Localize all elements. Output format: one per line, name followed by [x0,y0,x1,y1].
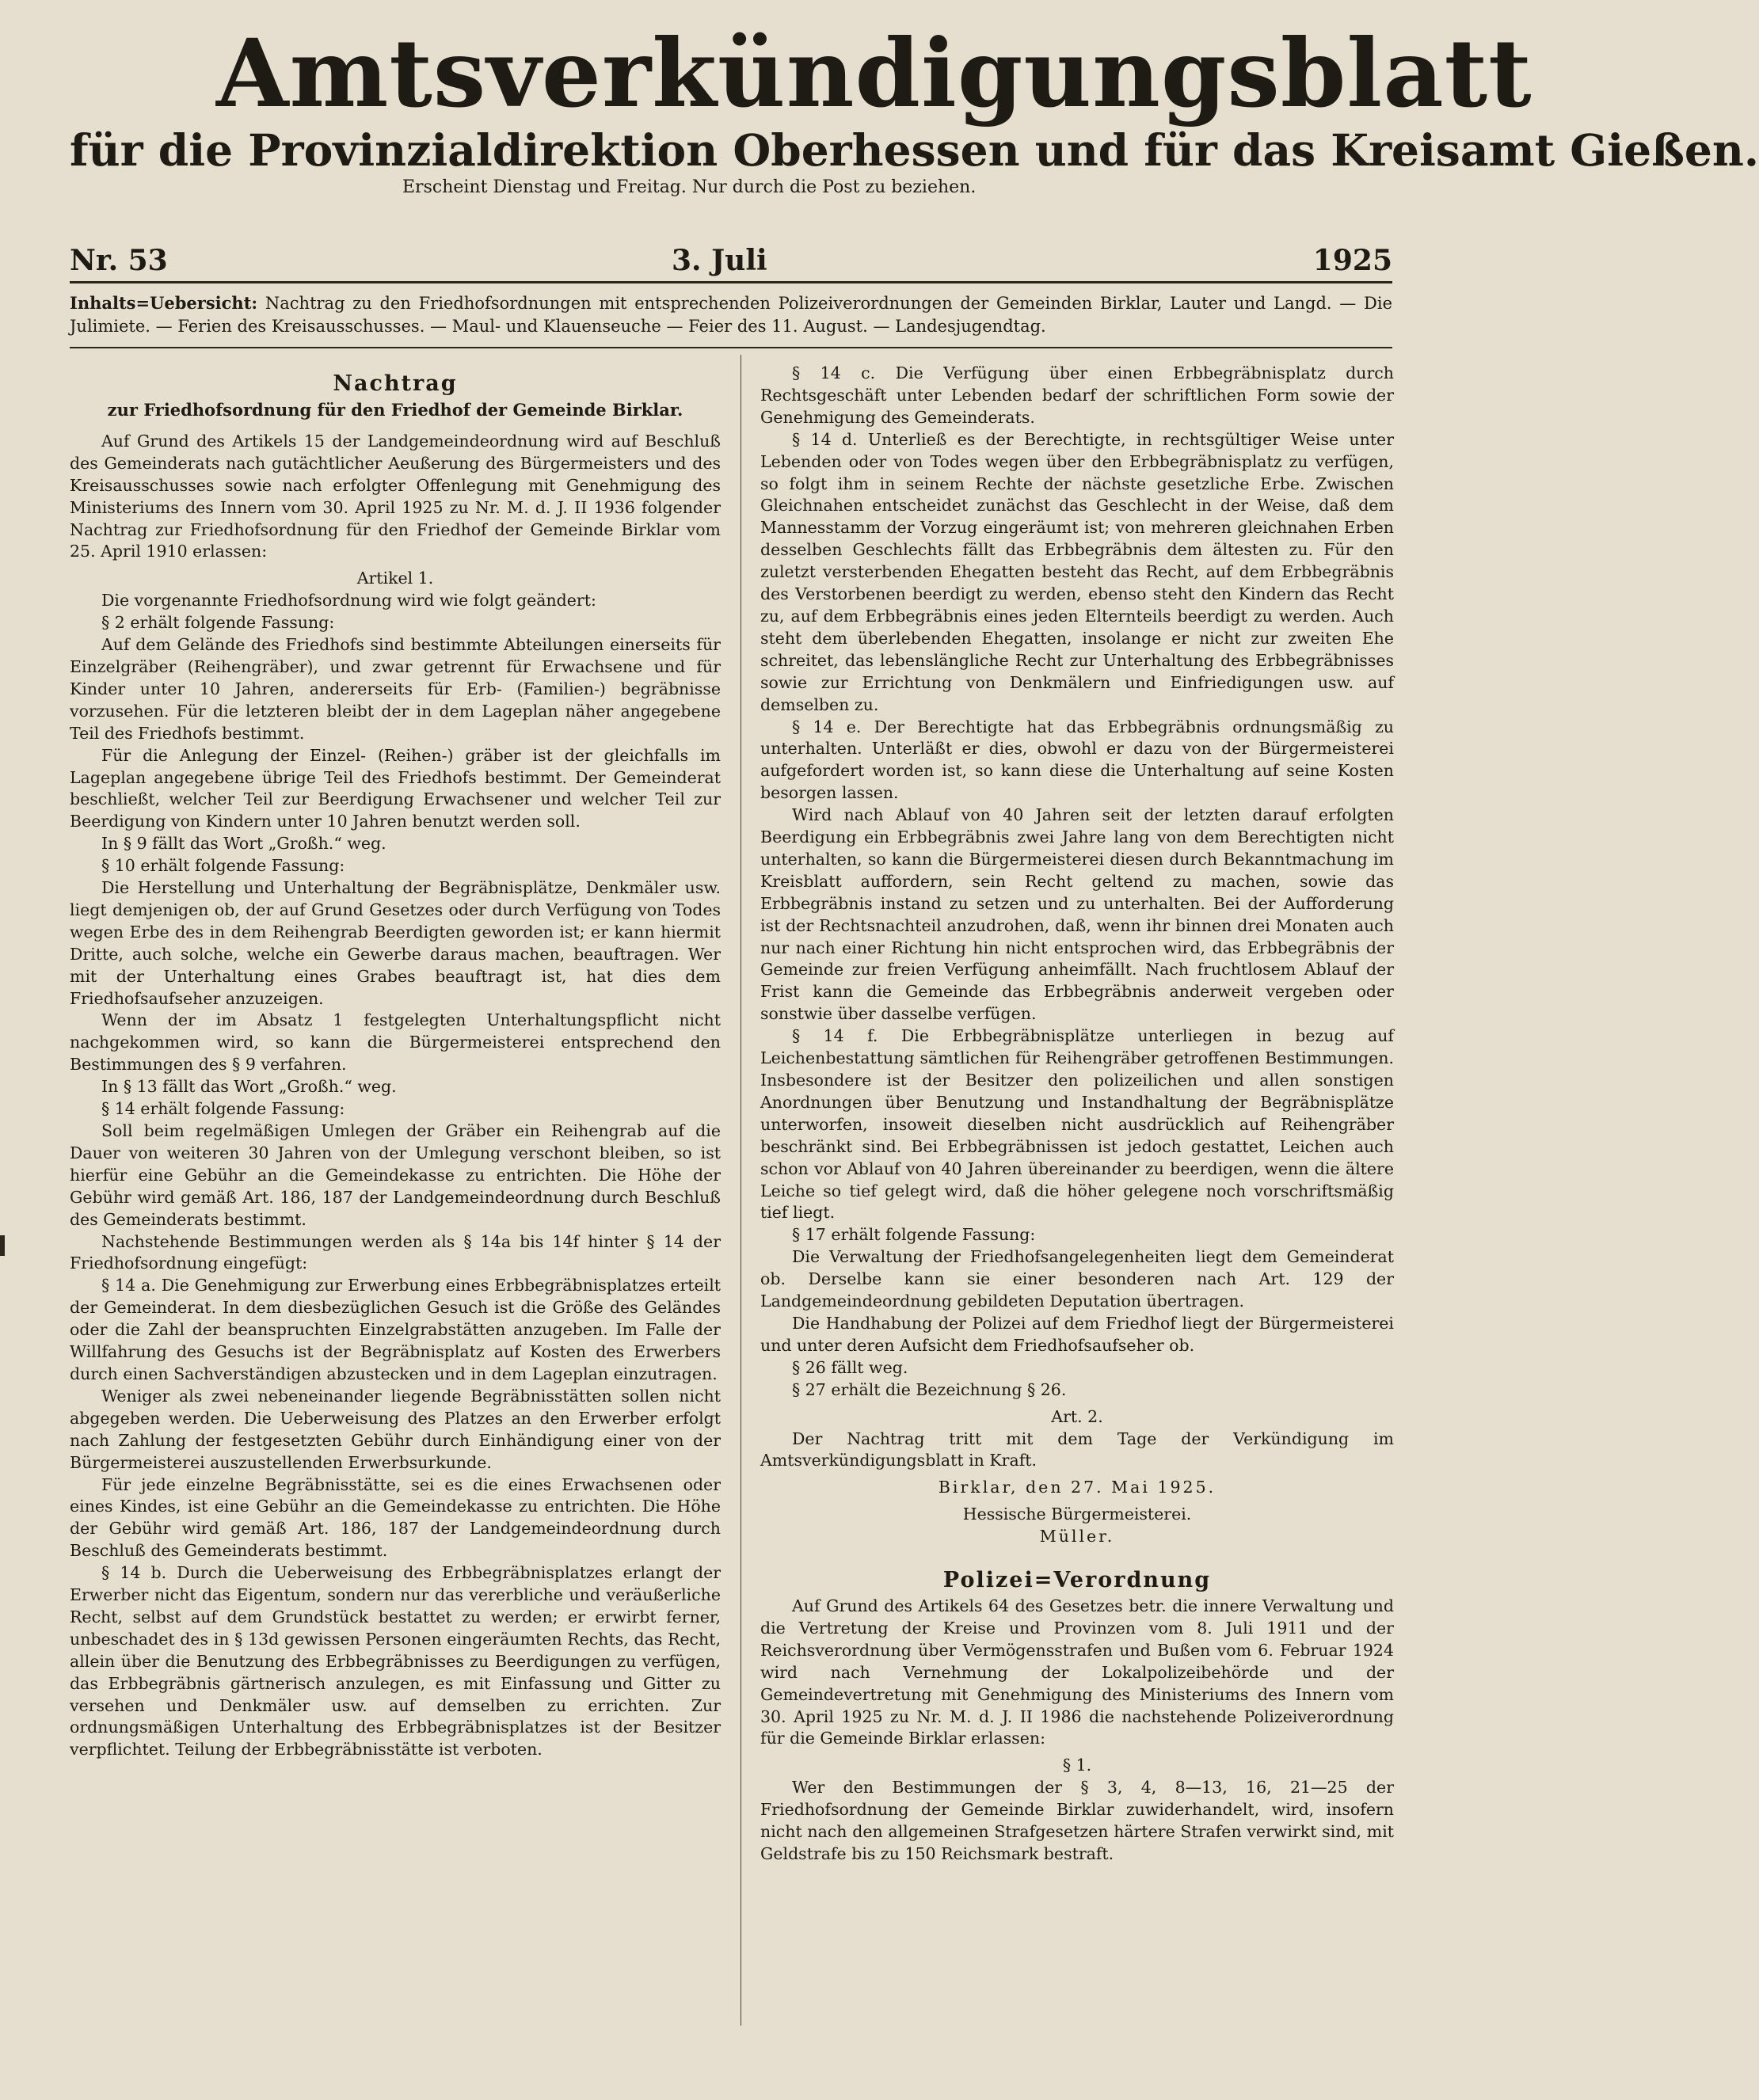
newspaper-title: Amtsverkündigungsblatt [216,18,1532,128]
publication-note: Erscheint Dienstag und Freitag. Nur durch die Post zu beziehen. [402,177,977,197]
paragraph: § 27 erhält die Bezeichnung § 26. [792,1379,1067,1399]
signature-name: Müller. [1039,1527,1115,1546]
issue-date: 3. Juli [672,244,767,277]
paragraph: § 26 fällt weg. [792,1357,908,1377]
paragraph: In § 13 fällt das Wort „Großh.“ weg. [101,1077,397,1097]
paragraph: Wenn der im Absatz 1 festgelegten Unterhaltungspflicht nicht nachgekommen wird, so kann die Bürgermeisterei entsprechend den Bestimmungen des § 9 verfahren. [70,1010,721,1075]
paragraph: Der Nachtrag tritt mit dem Tage der Verkündigung im Amtsverkündigungsblatt in Kraft. [760,1429,1394,1470]
paragraph: § 14 b. Durch die Ueberweisung des Erbbegräbnisplatzes erlangt der Erwerber nicht das Eigentum, sondern nur das vererbliche und veräußerliche Recht, selbst auf dem Grundstück bestattet zu werden; er erwirbt ferner, unbeschadet des in § 13d gewissen Personen eingeräumten Rechts, das Recht, allein über die Benutzung des Erbbegräbnisses zu Beerdigungen zu verfügen, das Erbbegräbnis gärtnerisch anzulegen, es mit Einfassung und Gitter zu versehen und Denkmäler usw. auf demselben zu errichten. Zur ordnungsmäßigen Unterhaltung des Erbbegräbnisplatzes ist der Besitzer verpflichtet. Teilung der Erbbegräbnisstätte ist verboten. [70,1563,721,1760]
table-of-contents [70,291,1392,338]
masthead [70,18,1759,200]
paragraph: Weniger als zwei nebeneinander liegende Begräbnisstätten sollen nicht abgegeben werden. Die Ueberweisung des Platzes an den Erwerber erfolgt nach Zahlung der festgesetzten Gebühr durch Einhändigung einer von der Bürgermeisterei auszustellenden Erwerbsurkunde. [70,1386,721,1472]
right-column [760,363,1394,1866]
paragraph: Auf Grund des Artikels 15 der Landgemeindeordnung wird auf Beschluß des Gemeinderats nach gutächtlicher Aeußerung des Bürgermeisters und des Kreisausschusses sowie nach erfolgter Offenlegung mit Genehmigung des Ministeriums des Innern vom 30. April 1925 zu Nr. M. d. J. II 1936 folgender Nachtrag zur Friedhofsordnung für den Friedhof der Gemeinde Birklar vom 25. April 1910 erlassen: [70,431,721,561]
paragraph: Die vorgenannte Friedhofsordnung wird wie folgt geändert: [101,591,596,611]
article-number: Art. 2. [1051,1406,1103,1426]
paragraph: Nachstehende Bestimmungen werden als § 14a bis 14f hinter § 14 der Friedhofsordnung eingefügt: [70,1231,721,1273]
article-number: Artikel 1. [356,569,434,588]
toc-label: Inhalts=Uebersicht: [70,293,258,313]
toc-text: Nachtrag zu den Friedhofsordnungen mit entsprechenden Polizeiverordnungen der Gemeinden Birklar, Lauter und Langd. — Die Julimiete. — Ferien des Kreisausschusses. — Maul- und Klauenseuche — Feier des 11. August. — Landesjugendtag. [70,294,1392,336]
issue-year: 1925 [1312,244,1392,277]
newspaper-subtitle: für die Provinzialdirektion Oberhessen und für das Kreisamt Gießen. [70,124,1759,176]
binding-mark [0,1235,5,1256]
paragraph: § 14 e. Der Berechtigte hat das Erbbegräbnis ordnungsmäßig zu unterhalten. Unterläßt er dies, obwohl er dazu von der Bürgermeisterei aufgefordert worden ist, so kann diese die Unterhaltung auf seine Kosten besorgen lassen. [760,717,1394,803]
paragraph: Auf dem Gelände des Friedhofs sind bestimmte Abteilungen einerseits für Einzelgräber (Reihengräber), und zwar getrennt für Erwachsene und für Kinder unter 10 Jahren, andererseits für Erb- (Familien-) begräbnisse vorzusehen. Für die letzteren bleibt der in dem Lageplan näher angegebene Teil des Friedhofs bestimmt. [70,635,721,743]
section-heading: Polizei=Verordnung [942,1568,1212,1593]
paragraph: § 14 erhält folgende Fassung: [101,1099,345,1119]
paragraph: Die Verwaltung der Friedhofsangelegenheiten liegt dem Gemeinderat ob. Derselbe kann sie einer besonderen nach Art. 129 der Landgemeindeordnung gebildeten Deputation übertragen. [760,1247,1394,1311]
toc-divider [70,347,1392,348]
article-heading: Nachtrag [333,371,458,396]
paragraph: Auf Grund des Artikels 64 des Gesetzes betr. die innere Verwaltung und die Vertretung der Kreise und Provinzen vom 8. Juli 1911 und der Reichsverordnung über Vermögensstrafen und Bußen vom 6. Februar 1924 wird nach Vernehmung der Lokalpolizeibehörde und der Gemeindevertretung mit Genehmigung des Ministeriums des Innern vom 30. April 1925 zu Nr. M. d. J. II 1986 die nachstehende Polizeiverordnung für die Gemeinde Birklar erlassen: [760,1596,1394,1748]
paragraph: Wer den Bestimmungen der § 3, 4, 8—13, 16, 21—25 der Friedhofsordnung der Gemeinde Birklar zuwiderhandelt, wird, insofern nicht nach den allgemeinen Strafgesetzen härtere Strafen verwirkt sind, mit Geldstrafe bis zu 150 Reichsmark bestraft. [760,1778,1394,1863]
paragraph: § 14 f. Die Erbbegräbnisplätze unterliegen in bezug auf Leichenbestattung sämtlichen für Reihengräber getroffenen Bestimmungen. Insbesondere ist der Besitzer den polizeilichen und allen sonstigen Anordnungen über Benutzung und Instandhaltung der Begräbnisplätze unterworfen, insoweit dieselben nicht ausdrücklich auf Reihengräber beschränkt sind. Bei Erbbegräbnissen ist jedoch gestattet, Leichen auch schon vor Ablauf von 40 Jahren übereinander zu beerdigen, wenn die ältere Leiche so tief gelegt wird, daß die höher gelegene noch vorschriftsmäßig tief liegt. [760,1026,1394,1223]
paragraph: § 2 erhält folgende Fassung: [101,613,335,633]
issue-number: Nr. 53 [70,244,168,277]
paragraph: Für die Anlegung der Einzel- (Reihen-) gräber ist der gleichfalls im Lageplan angegebene übrige Teil des Friedhofs bestimmt. Der Gemeinderat beschließt, welcher Teil zur Beerdigung Erwachsener und welcher Teil zur Beerdigung von Kindern unter 10 Jahren benutzt werden soll. [70,745,721,831]
paragraph: § 10 erhält folgende Fassung: [101,856,345,876]
section-number: § 1. [1062,1756,1092,1775]
paragraph: In § 9 fällt das Wort „Großh.“ weg. [101,834,386,854]
paragraph: Soll beim regelmäßigen Umlegen der Gräber ein Reihengrab auf die Dauer von weiteren 30 Jahren von der Umlegung verschont bleiben, so ist hierfür eine Gebühr an die Gemeindekasse zu entrichten. Die Höhe der Gebühr wird gemäß Art. 186, 187 der Landgemeindeordnung durch Beschluß des Gemeinderats bestimmt. [70,1121,721,1229]
paragraph: § 14 c. Die Verfügung über einen Erbbegräbnisplatz durch Rechtsgeschäft unter Lebenden bedarf der schriftlichen Form sowie der Genehmigung des Gemeinderats. [760,363,1394,427]
paragraph: Für jede einzelne Begräbnisstätte, sei es die eines Erwachsenen oder eines Kindes, ist eine Gebühr an die Gemeindekasse zu entrichten. Die Höhe der Gebühr wird gemäß Art. 186, 187 der Landgemeindeordnung durch Beschluß des Gemeinderats bestimmt. [70,1474,721,1561]
paragraph: § 14 a. Die Genehmigung zur Erwerbung eines Erbbegräbnisplatzes erteilt der Gemeinderat. In dem diesbezüglichen Gesuch ist die Größe des Geländes oder die Zahl der beanspruchten Einzelgrabstätten anzugeben. Im Falle der Willfahrung des Gesuchs ist der Begräbnisplatz auf Kosten des Erwerbers durch einen Sachverständigen abzustecken und in dem Lageplan einzutragen. [70,1276,721,1383]
left-column [70,363,721,1761]
signature-place-date: Birklar, den 27. Mai 1925. [938,1478,1216,1497]
paragraph: § 17 erhält folgende Fassung: [792,1225,1036,1245]
signature-office: Hessische Bürgermeisterei. [962,1505,1192,1524]
paragraph: § 14 d. Unterließ es der Berechtigte, in rechtsgültiger Weise unter Lebenden oder von Todes wegen über den Erbbegräbnisplatz zu verfügen, so folgt ihm in seinem Rechte der nächste gesetzliche Erbe. Zwischen Gleichnahen entscheidet zunächst das Geschlecht in der Weise, daß dem Mannesstamm der Vorzug eingeräumt ist; von mehreren gleichnahen Erben desselben Geschlechts fällt das Erbbegräbnis dem ältesten zu. Für den zuletzt versterbenden Ehegatten besteht das Recht, auf dem Erbbegräbnis des Verstorbenen beerdigt zu werden, ebenso steht den Kindern das Recht zu, auf dem Erbbegräbnis eines jeden Elternteils beerdigt zu werden. Auch steht dem überlebenden Ehegatten, insolange er nicht zur zweiten Ehe schreitet, das lebenslängliche Recht zur Unterhaltung des Erbbegräbnisses sowie zur Errichtung von Denkmälern und Einfriedigungen usw. auf demselben zu. [760,429,1394,714]
paragraph: Die Handhabung der Polizei auf dem Friedhof liegt der Bürgermeisterei und unter deren Aufsicht dem Friedhofsaufseher ob. [760,1313,1394,1355]
article-subheading: zur Friedhofsordnung für den Friedhof der Gemeinde Birklar. [107,400,683,420]
paragraph: Wird nach Ablauf von 40 Jahren seit der letzten darauf erfolgten Beerdigung ein Erbbegräbnis zwei Jahre lang von dem Berechtigten nicht unterhalten, so kann die Bürgermeisterei diesen durch Bekanntmachung im Kreisblatt auffordern, sein Recht geltend zu machen, sowie das Erbbegräbnis instand zu setzen und zu unterhalten. Bei der Aufforderung ist der Rechtsnachteil anzudrohen, daß, wenn ihr binnen drei Monaten auch nur nach einer Richtung hin nicht entsprochen wird, das Erbbegräbnis der Gemeinde zur freien Verfügung anheimfällt. Nach fruchtlosem Ablauf der Frist kann die Gemeinde das Erbbegräbnis anderweit vergeben oder sonstwie über dasselbe verfügen. [760,805,1394,1024]
issue-dateline [70,242,1392,283]
paragraph: Die Herstellung und Unterhaltung der Begräbnisplätze, Denkmäler usw. liegt demjenigen ob, der auf Grund Gesetzes oder durch Verfügung von Todes wegen Erbe des in dem Reihengrab Beerdigten geworden ist; er kann hiermit Dritte, auch solche, welche ein Gewerbe daraus machen, beauftragen. Wer mit der Unterhaltung eines Grabes beauftragt ist, hat dies dem Friedhofsaufseher anzuzeigen. [70,878,721,1008]
